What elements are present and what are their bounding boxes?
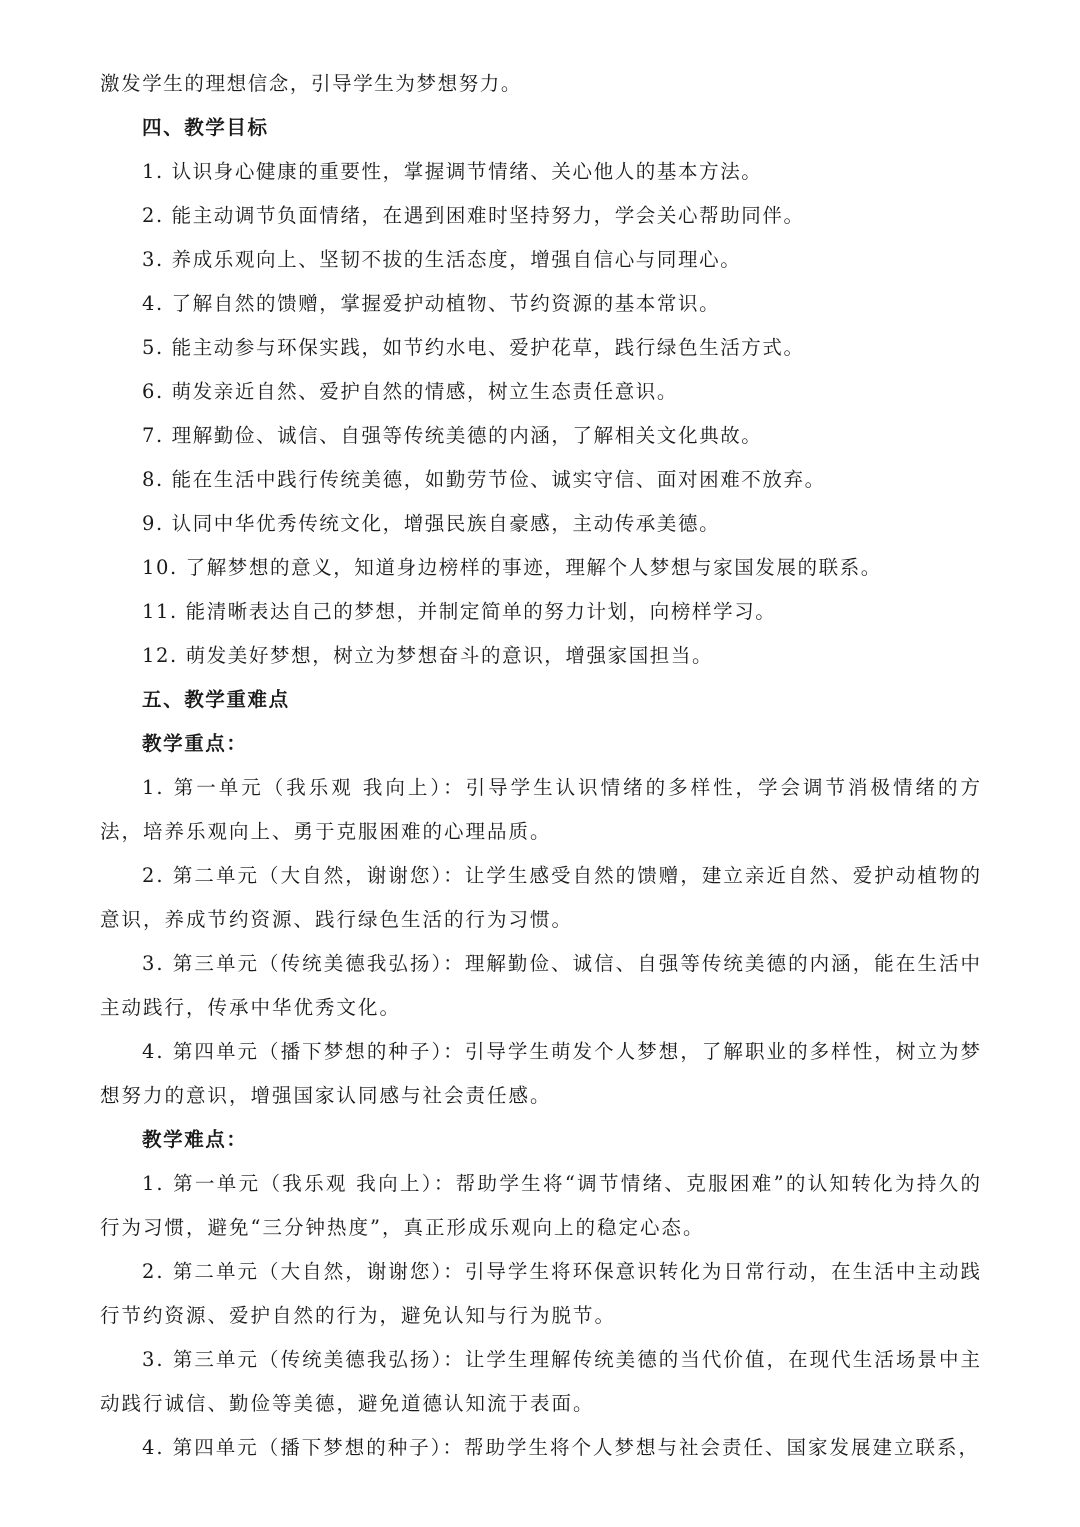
difficult-point-item: 1. 第一单元（我乐观 我向上）：帮助学生将“调节情绪、克服困难”的认知转化为持久的行为习惯，避免“三分钟热度”，真正形成乐观向上的稳定心态。	[100, 1172, 982, 1239]
objective-item: 5. 能主动参与环保实践，如节约水电、爱护花草，践行绿色生活方式。	[142, 336, 805, 359]
objective-item: 11. 能清晰表达自己的梦想，并制定简单的努力计划，向榜样学习。	[142, 600, 777, 623]
key-point-item: 3. 第三单元（传统美德我弘扬）：理解勤俭、诚信、自强等传统美德的内涵，能在生活中主动践行，传承中华优秀文化。	[100, 952, 982, 1019]
key-point-item: 2. 第二单元（大自然，谢谢您）：让学生感受自然的馈赠，建立亲近自然、爱护动植物的意识，养成节约资源、践行绿色生活的行为习惯。	[100, 864, 982, 931]
objective-item: 2. 能主动调节负面情绪，在遇到困难时坚持努力，学会关心帮助同伴。	[142, 204, 805, 227]
section5-title: 五、教学重难点	[142, 688, 290, 711]
objective-item: 3. 养成乐观向上、坚韧不拔的生活态度，增强自信心与同理心。	[142, 248, 742, 271]
objective-item: 8. 能在生活中践行传统美德，如勤劳节俭、诚实守信、面对困难不放弃。	[142, 468, 826, 491]
key-point-item: 4. 第四单元（播下梦想的种子）：引导学生萌发个人梦想，了解职业的多样性，树立为梦想努力的意识，增强国家认同感与社会责任感。	[100, 1040, 982, 1107]
objective-item: 6. 萌发亲近自然、爱护自然的情感，树立生态责任意识。	[142, 380, 679, 403]
difficult-point-item: 4. 第四单元（播下梦想的种子）：帮助学生将个人梦想与社会责任、国家发展建立联系，	[142, 1436, 981, 1459]
key-point-item: 1. 第一单元（我乐观 我向上）：引导学生认识情绪的多样性，学会调节消极情绪的方法，培养乐观向上、勇于克服困难的心理品质。	[100, 776, 982, 843]
section4-title: 四、教学目标	[142, 116, 269, 139]
objective-item: 1. 认识身心健康的重要性，掌握调节情绪、关心他人的基本方法。	[142, 160, 763, 183]
difficult-points-title: 教学难点：	[142, 1128, 248, 1151]
objective-item: 7. 理解勤俭、诚信、自强等传统美德的内涵，了解相关文化典故。	[142, 424, 763, 447]
objective-item: 4. 了解自然的馈赠，掌握爱护动植物、节约资源的基本常识。	[142, 292, 721, 315]
objective-item: 9. 认同中华优秀传统文化，增强民族自豪感，主动传承美德。	[142, 512, 721, 535]
intro-tail: 激发学生的理想信念，引导学生为梦想努力。	[100, 72, 523, 95]
difficult-point-item: 2. 第二单元（大自然，谢谢您）：引导学生将环保意识转化为日常行动，在生活中主动践行节约资源、爱护自然的行为，避免认知与行为脱节。	[100, 1260, 982, 1327]
difficult-point-item: 3. 第三单元（传统美德我弘扬）：让学生理解传统美德的当代价值，在现代生活场景中主动践行诚信、勤俭等美德，避免道德认知流于表面。	[100, 1348, 982, 1415]
objective-item: 12. 萌发美好梦想，树立为梦想奋斗的意识，增强家国担当。	[142, 644, 714, 667]
objective-item: 10. 了解梦想的意义，知道身边榜样的事迹，理解个人梦想与家国发展的联系。	[142, 556, 882, 579]
key-points-title: 教学重点：	[142, 732, 248, 755]
